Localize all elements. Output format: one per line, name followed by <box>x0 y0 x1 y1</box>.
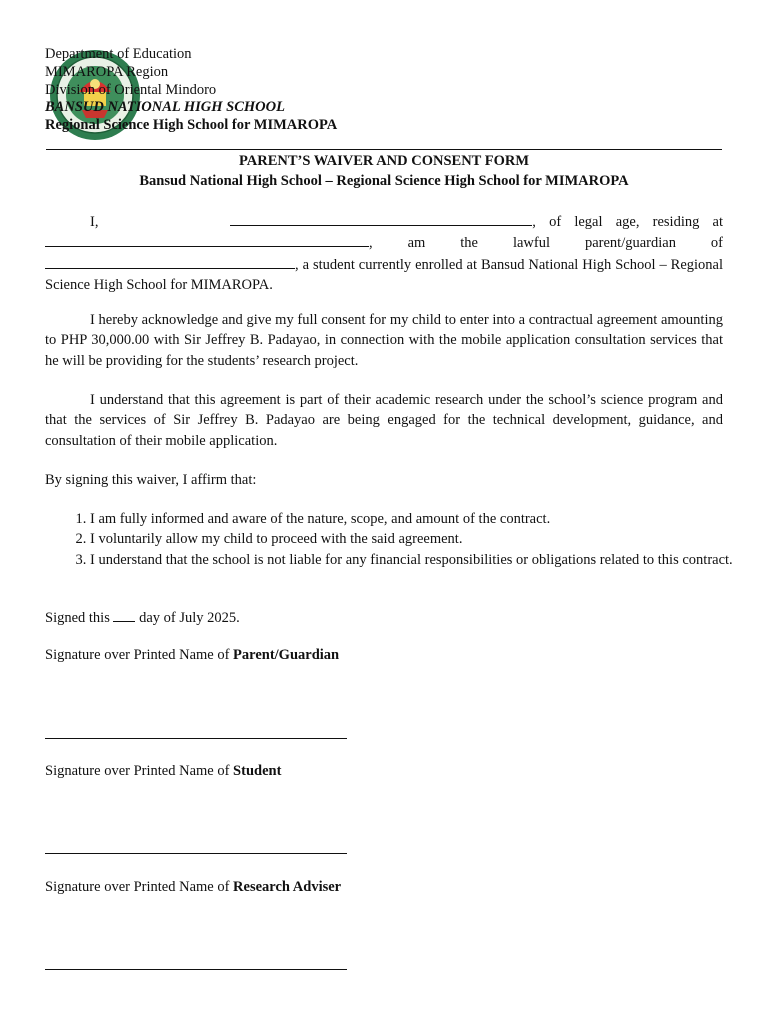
affirm-intro: By signing this waiver, I affirm that: <box>45 472 257 488</box>
department-line: Department of Education <box>45 46 192 62</box>
guardian-name-blank[interactable] <box>230 211 532 226</box>
child-name-blank[interactable] <box>45 254 295 269</box>
parent-signature-line[interactable] <box>45 738 347 739</box>
parent-guardian-text: , am the lawful parent/guardian of <box>369 235 723 252</box>
student-role: Student <box>233 763 282 779</box>
signed-date-line <box>45 608 240 628</box>
list-item: 1. I am fully informed and aware of the nature, scope, and amount of the contract. <box>90 509 768 529</box>
region-line: MIMAROPA Region <box>45 63 169 80</box>
school-name: BANSUD NATIONAL HIGH SCHOOL <box>45 99 285 116</box>
signature-label-prefix: Signature over Printed Name of <box>45 879 230 895</box>
pronoun-text: I, <box>90 214 99 230</box>
document-header <box>45 46 337 135</box>
parent-signature-label <box>45 645 339 665</box>
day-blank[interactable] <box>113 608 135 622</box>
form-subtitle: Bansud National High School – Regional Science High School for MIMAROPA <box>139 173 629 189</box>
consent-paragraph: I hereby acknowledge and give my full consent for my child to enter into a contractual agreement amounting to PHP 30,000.00 with Sir Jeffrey B. Padayao, in connection with the mobile application consultation services that he will be providing for the students’ research project. <box>45 312 723 369</box>
parent-role: Parent/Guardian <box>233 647 340 663</box>
header-divider <box>46 149 722 150</box>
agreement-paragraph: I understand that this agreement is part of their academic research under the school’s science program and that the services of Sir Jeffrey B. Padayao are being engaged for the technical development, guidance, and consultation of their mobile application. <box>45 392 723 449</box>
enrollment-text: , a student currently enrolled at Bansud National High School – Regional Science High School for MIMAROPA. <box>45 256 723 293</box>
list-item: 3. I understand that the school is not liable for any financial responsibilities or obligations related to this contract. <box>90 550 768 570</box>
legal-age-text: , of legal age, residing at <box>532 214 723 230</box>
list-item: 2. I voluntarily allow my child to proceed with the said agreement. <box>90 529 768 549</box>
form-title: PARENT’S WAIVER AND CONSENT FORM <box>238 153 530 169</box>
affirmation-list <box>45 509 768 570</box>
consent-intro-paragraph <box>45 211 723 295</box>
signature-label-prefix: Signature over Printed Name of <box>45 647 230 663</box>
signed-suffix: day of July 2025. <box>139 610 240 626</box>
adviser-signature-line[interactable] <box>45 969 347 970</box>
student-signature-line[interactable] <box>45 853 347 854</box>
adviser-signature-label <box>45 877 341 897</box>
adviser-role: Research Adviser <box>233 879 342 895</box>
signed-prefix: Signed this <box>45 610 110 626</box>
address-blank[interactable] <box>45 232 369 247</box>
signature-label-prefix: Signature over Printed Name of <box>45 763 230 779</box>
school-subtitle: Regional Science High School for MIMAROPA <box>45 117 338 134</box>
division-line: Division of Oriental Mindoro <box>45 81 217 98</box>
student-signature-label <box>45 761 281 781</box>
